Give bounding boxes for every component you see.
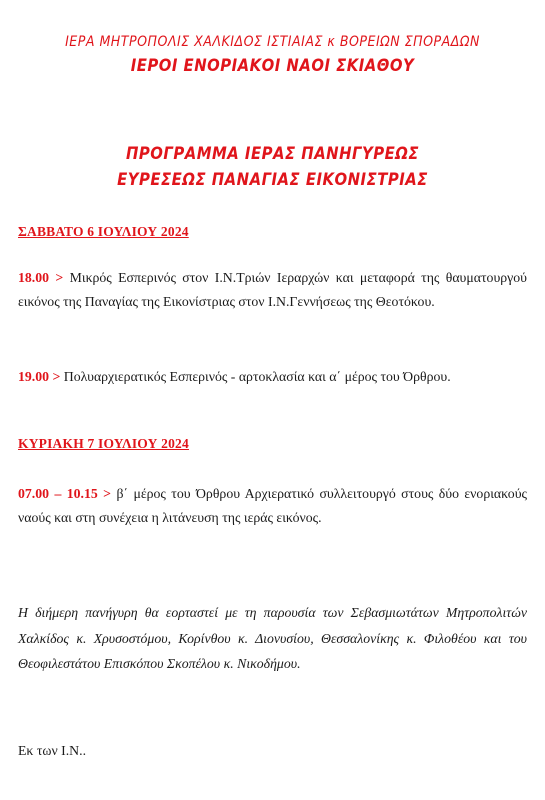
day-date-saturday: ΣΑΒΒΑΤΟ 6 ΙΟΥΛΙΟΥ 2024 <box>18 224 189 239</box>
schedule-item <box>18 482 527 529</box>
schedule-item <box>18 365 527 389</box>
event-time: 18.00 > <box>18 270 64 285</box>
event-time: 19.00 > <box>18 369 61 384</box>
schedule-item <box>18 266 527 313</box>
metropolis-heading: ΙΕΡΑ ΜΗΤΡΟΠΟΛΙΣ ΧΑΛΚΙΔΟΣ ΙΣΤΙΑΙΑΣ κ ΒΟΡΕΙΩΝ ΣΠΟΡΑΔΩΝ <box>65 34 480 50</box>
event-time: 07.00 – 10.15 > <box>18 486 112 501</box>
closing-paragraph: Η διήμερη πανήγυρη θα εορταστεί με τη παρουσία των Σεβασμιωτάτων Μητροπολιτών Χαλκίδος κ. Χρυσοστόμου, Κορίνθου κ. Διονυσίου, Θεσσαλονίκης κ. Φιλοθέου και του Θεοφιλεστάτου Επισκόπου Σκοπέλου κ. Νικοδήμου. <box>18 605 527 671</box>
program-subtitle: ΕΥΡΕΣΕΩΣ ΠΑΝΑΓΙΑΣ ΕΙΚΟΝΙΣΤΡΙΑΣ <box>117 170 428 189</box>
event-description: Πολυαρχιερατικός Εσπερινός - αρτοκλασία και α΄ μέρος του Όρθρου. <box>60 369 451 384</box>
program-title: ΠΡΟΓΡΑΜΜΑ ΙΕΡΑΣ ΠΑΝΗΓΥΡΕΩΣ <box>125 144 420 163</box>
signature: Εκ των Ι.Ν.. <box>18 743 87 758</box>
event-description: β΄ μέρος του Όρθρου Αρχιερατικό συλλειτουργό στους δύο ενοριακούς ναούς και στη συνέχεια η λιτάνευση της ιεράς εικόνος. <box>18 486 527 525</box>
day-date-sunday: ΚΥΡΙΑΚΗ 7 ΙΟΥΛΙΟΥ 2024 <box>18 436 189 451</box>
parishes-heading: ΙΕΡΟΙ ΕΝΟΡΙΑΚΟΙ ΝΑΟΙ ΣΚΙΑΘΟΥ <box>130 56 415 75</box>
event-description: Μικρός Εσπερινός στον Ι.Ν.Τριών Ιεραρχών και μεταφορά της θαυματουργού εικόνος της Παναγίας της Εικονίστριας στον Ι.Ν.Γεννήσεως της Θεοτόκου. <box>18 270 527 309</box>
